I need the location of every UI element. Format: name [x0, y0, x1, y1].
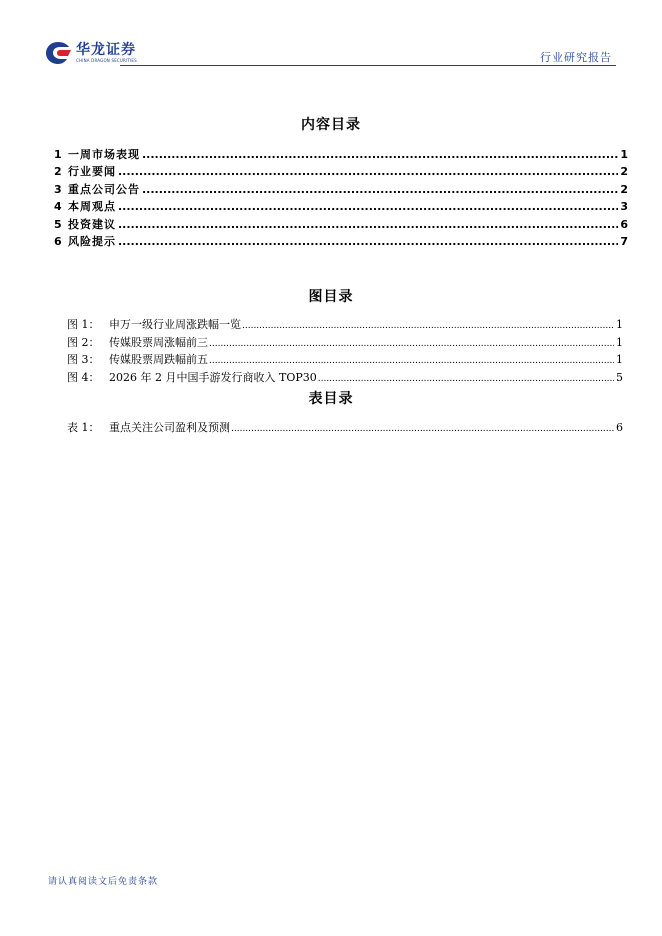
page-header — [44, 38, 616, 68]
figure-item[interactable] — [67, 334, 623, 352]
table-list — [67, 419, 623, 437]
report-type-label: 行业研究报告 — [540, 51, 612, 64]
toc-item-page: 1 — [620, 148, 628, 161]
toc-item-number: 4 — [54, 200, 62, 214]
toc-item-number: 3 — [54, 182, 62, 196]
toc-item[interactable] — [54, 146, 628, 163]
toc-leader-dots — [142, 148, 618, 161]
figure-item-label: 传媒股票周涨幅前三 — [109, 335, 208, 349]
header-divider — [120, 65, 616, 66]
toc-leader-dots — [118, 235, 618, 248]
toc-leader-dots — [118, 165, 618, 178]
table-item-page: 6 — [616, 421, 623, 434]
toc-item-label: 投资建议 — [68, 217, 116, 231]
table-item[interactable] — [67, 419, 623, 437]
figure-list — [67, 316, 623, 386]
figure-item-page: 1 — [616, 353, 623, 366]
toc-leader-dots — [118, 218, 618, 231]
table-item-prefix: 表 1： — [67, 421, 100, 434]
figure-leader-dots — [242, 321, 614, 331]
toc-item-label: 本周观点 — [68, 200, 116, 214]
toc-item-label: 重点公司公告 — [68, 182, 140, 196]
toc-item-page: 7 — [620, 234, 628, 248]
figure-item[interactable] — [67, 316, 623, 334]
dragon-logo-icon — [44, 40, 72, 66]
toc-item-page: 3 — [620, 200, 628, 214]
toc-item[interactable] — [54, 233, 628, 250]
toc-leader-dots — [142, 183, 618, 196]
figure-item-prefix: 图 4： — [67, 370, 100, 384]
toc-item-page: 2 — [620, 165, 628, 179]
figure-list-title: 图目录 — [308, 289, 354, 305]
figure-item-prefix: 图 1： — [67, 318, 100, 331]
toc-item[interactable] — [54, 198, 628, 215]
table-item-label: 重点关注公司盈利及预测 — [109, 421, 230, 434]
figure-item-label: 传媒股票周跌幅前五 — [109, 353, 208, 366]
logo-text-cn: 华龙证券 — [76, 42, 136, 58]
figure-item[interactable] — [67, 369, 623, 387]
toc-item-number: 1 — [54, 148, 62, 161]
toc-item-label: 行业要闻 — [68, 165, 116, 179]
toc-item-number: 2 — [54, 165, 62, 179]
toc-item[interactable] — [54, 181, 628, 198]
toc-item[interactable] — [54, 216, 628, 233]
figure-leader-dots — [209, 356, 614, 366]
toc-list — [54, 146, 628, 250]
toc-item-page: 2 — [620, 182, 628, 196]
figure-item-prefix: 图 3： — [67, 353, 100, 366]
logo-text-en: CHINA DRAGON SECURITIES — [76, 58, 137, 63]
toc-item-number: 6 — [54, 234, 62, 248]
toc-item-label: 风险提示 — [68, 234, 116, 248]
figure-item[interactable] — [67, 351, 623, 369]
figure-item-prefix: 图 2： — [67, 335, 100, 349]
figure-leader-dots — [209, 339, 614, 349]
figure-leader-dots — [318, 374, 614, 384]
figure-item-label: 2026 年 2 月中国手游发行商收入 TOP30 — [109, 370, 317, 384]
toc-item-number: 5 — [54, 217, 62, 231]
figure-item-page: 1 — [616, 318, 623, 331]
footer-disclaimer: 请认真阅读文后免责条款 — [48, 877, 159, 887]
company-logo — [44, 38, 137, 68]
toc-item[interactable] — [54, 163, 628, 180]
figure-item-label: 申万一级行业周涨跌幅一览 — [109, 318, 241, 331]
toc-item-page: 6 — [620, 217, 628, 231]
figure-item-page: 1 — [616, 335, 623, 349]
toc-item-label: 一周市场表现 — [68, 148, 140, 161]
figure-item-page: 5 — [616, 370, 623, 384]
table-leader-dots — [231, 424, 614, 434]
table-list-title: 表目录 — [308, 391, 354, 407]
toc-title: 内容目录 — [301, 117, 361, 133]
toc-leader-dots — [118, 200, 618, 213]
